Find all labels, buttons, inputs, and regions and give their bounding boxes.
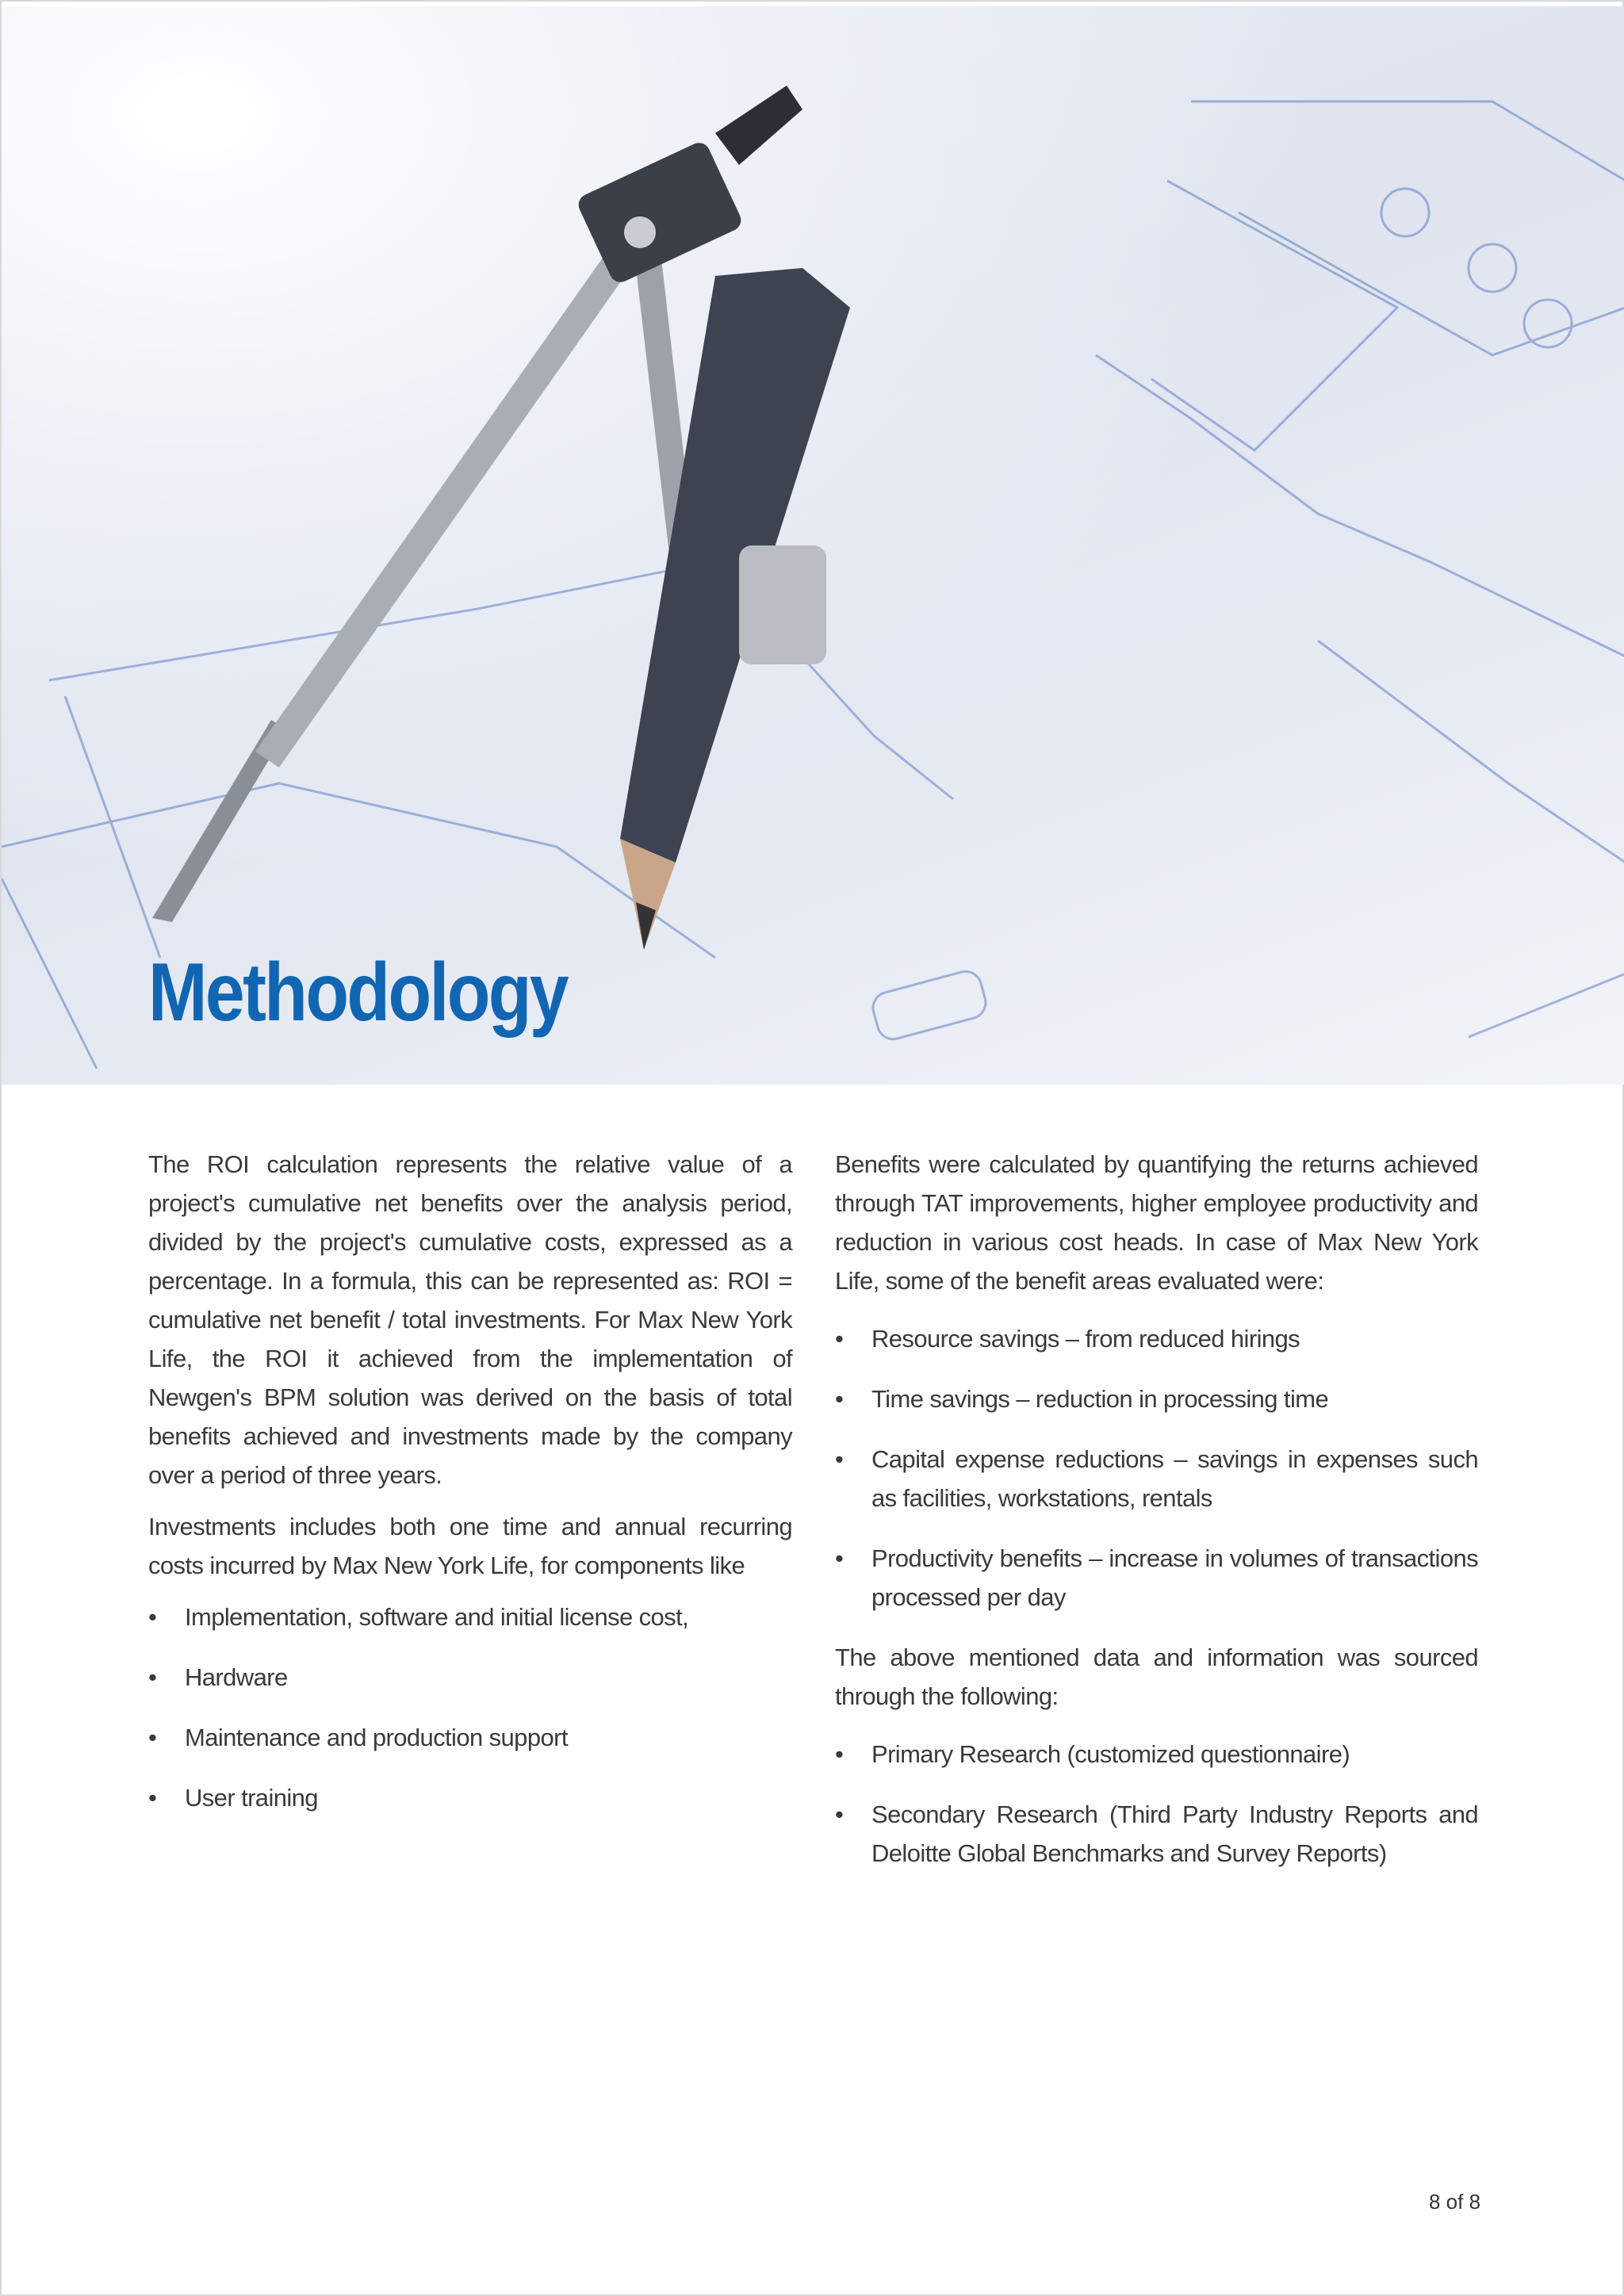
page-number: 8 of 8 [1429, 2190, 1481, 2214]
list-item: • Implementation, software and initial license cost, [148, 1598, 792, 1636]
list-item: • Primary Research (customized questionnaire) [835, 1735, 1478, 1774]
investments-paragraph: Investments includes both one time and annual recurring costs incurred by Max New York Life, for components like [148, 1513, 792, 1579]
right-column [835, 1145, 1478, 1894]
roi-definition-paragraph: The ROI calculation represents the relative value of a project's cumulative net benefits over the analysis period, divided by the project's cumulative costs, expressed as a percentage. In a formula, this can be represented as: ROI = cumulative net benefit / total investments. For Max New York Life, the ROI it achieved from the implementation of Newgen's BPM solution was derived on the basis of total benefits achieved and investments made by the company over a period of three years. [148, 1150, 792, 1489]
page-title: Methodology [148, 947, 568, 1039]
list-item: • Secondary Research (Third Party Industry Reports and Deloitte Global Benchmarks and Survey Reports) [835, 1795, 1478, 1873]
sources-list [835, 1735, 1478, 1873]
list-item: • Capital expense reductions – savings in expenses such as facilities, workstations, rentals [835, 1440, 1478, 1517]
benefit-areas-list [835, 1319, 1478, 1617]
list-item: • User training [148, 1778, 792, 1817]
list-item: • Time savings – reduction in processing time [835, 1380, 1478, 1418]
hero-image-blueprint-compass-pencil [2, 6, 1624, 1085]
list-item: • Resource savings – from reduced hirings [835, 1319, 1478, 1358]
blueprint-illustration [2, 6, 1624, 1085]
benefits-intro-paragraph: Benefits were calculated by quantifying the returns achieved through TAT improvements, higher employee productivity and reduction in various cost heads. In case of Max New York Life, some of the benefit areas evaluated were: [835, 1150, 1478, 1295]
left-column [148, 1145, 792, 1839]
sources-intro-paragraph: The above mentioned data and information was sourced through the following: [835, 1644, 1478, 1710]
list-item: • Productivity benefits – increase in volumes of transactions processed per day [835, 1539, 1478, 1617]
list-item: • Hardware [148, 1658, 792, 1697]
investment-components-list [148, 1598, 792, 1817]
list-item: • Maintenance and production support [148, 1718, 792, 1757]
